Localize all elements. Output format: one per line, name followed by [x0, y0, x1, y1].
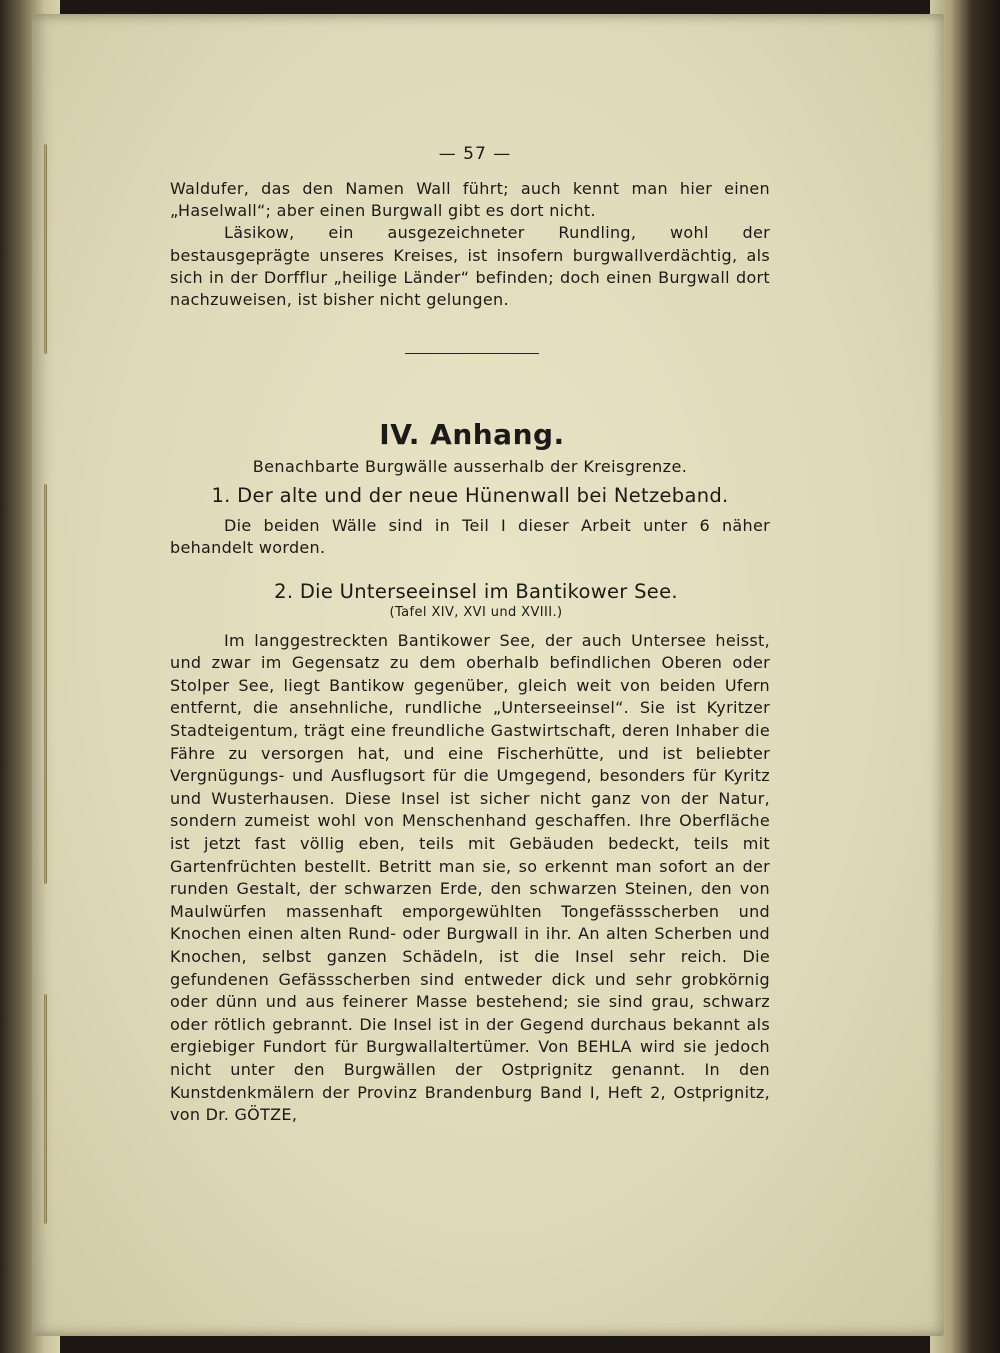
intro-paragraph-2: Läsikow, ein ausgezeichneter Rundling, wohl der bestausgeprägte unseres Kreises, ist insofern burgwallverdächtig, als sich in der Dorfflur „heilige Länder“ befinden; doch einen Burgwall dort nachzuweisen, ist bisher nicht gelungen.: [170, 223, 770, 310]
gutter-mark: [44, 484, 47, 884]
book-page: [32, 14, 944, 1336]
gutter-mark: [44, 994, 47, 1224]
page-content: [170, 144, 770, 1127]
item-2-body: [170, 630, 770, 1127]
gutter-mark: [44, 144, 47, 354]
page-number: — 57 —: [438, 144, 512, 164]
item-2-heading: 2. Die Unterseeinsel im Bantikower See.: [274, 579, 678, 603]
item-1-text: Die beiden Wälle sind in Teil I dieser Arbeit unter 6 näher behandelt worden.: [170, 516, 770, 558]
section-title: IV. Anhang.: [379, 418, 565, 452]
intro-paragraph-1: Waldufer, das den Namen Wall führt; auch kennt man hier einen „Haselwall“; aber einen Burgwall gibt es dort nicht.: [170, 179, 770, 221]
item-1-heading: 1. Der alte und der neue Hünenwall bei Netzeband.: [211, 484, 729, 508]
section-divider: [405, 353, 539, 354]
item-2-plates: (Tafel XIV, XVI und XVIII.): [389, 604, 563, 620]
section-subtitle: Benachbarte Burgwälle ausserhalb der Kreisgrenze.: [252, 457, 688, 477]
item-2-text: Im langgestreckten Bantikower See, der auch Untersee heisst, und zwar im Gegensatz zu dem oberhalb befindlichen Oberen oder Stolper See, liegt Bantikow gegenüber, gleich weit von beiden Ufern entfernt, die ansehnliche, rundliche „Unterseeinsel“. Sie ist Kyritzer Stadteigentum, trägt eine freundliche Gastwirtschaft, deren Inhaber die Fähre zu versorgen hat, und eine Fischerhütte, und ist beliebter Vergnügungs- und Ausflugsort für die Umgegend, besonders für Kyritz und Wusterhausen. Diese Insel ist sicher nicht ganz von der Natur, sondern zumeist wohl von Menschenhand geschaffen. Ihre Oberfläche ist jetzt fast völlig eben, teils mit Gebäuden bedeckt, teils mit Gartenfrüchten bestellt. Betritt man sie, so erkennt man sofort an der runden Gestalt, der schwarzen Erde, den schwarzen Steinen, den von Maulwürfen massenhaft emporgewühlten Tongefässscherben und Knochen einen alten Rund- oder Burgwall in ihr. An alten Scherben und Knochen, selbst ganzen Schädeln, ist die Insel sehr reich. Die gefundenen Gefässscherben sind entweder dick und sehr grobkörnig oder dünn und aus feinerer Masse bestehend; sie sind grau, schwarz oder rötlich gebrannt. Die Insel ist in der Gegend durchaus bekannt als ergiebiger Fundort für Burgwallaltertümer. Von BEHLA wird sie jedoch nicht unter den Burgwällen der Ostprignitz genannt. In den Kunstdenkmälern der Provinz Brandenburg Band I, Heft 2, Ostprignitz, von Dr. GÖTZE,: [170, 630, 770, 1125]
